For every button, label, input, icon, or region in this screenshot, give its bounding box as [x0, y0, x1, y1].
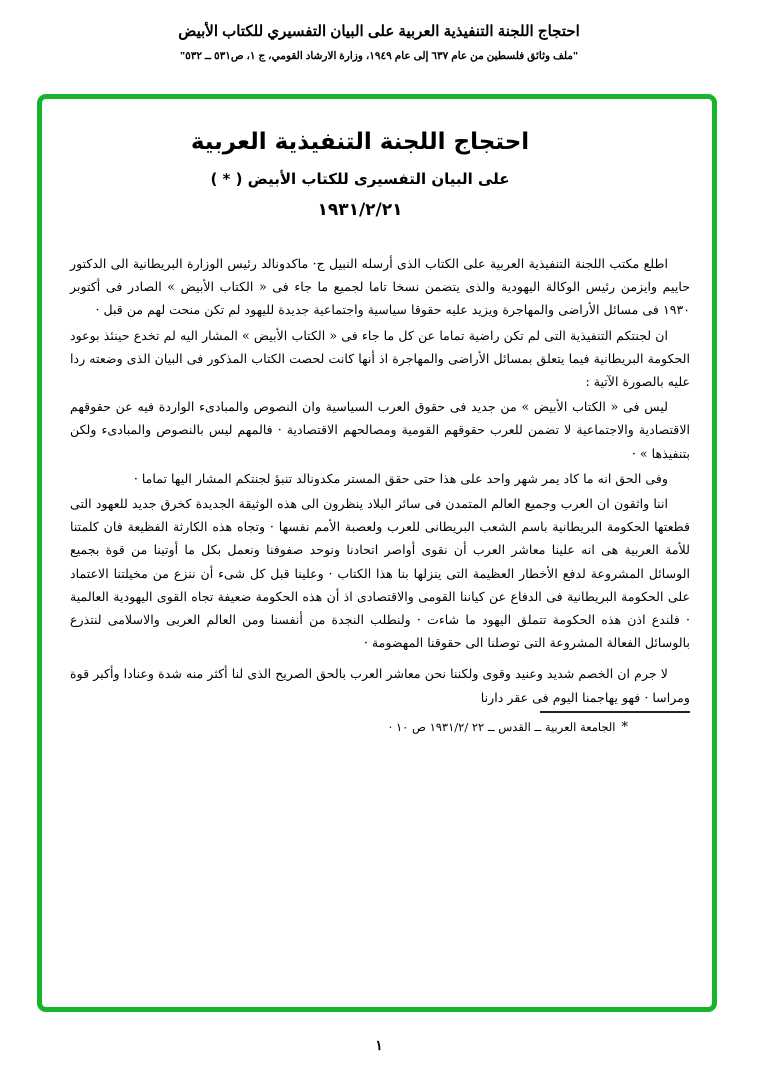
header-source-citation: "ملف وثائق فلسطين من عام ٦٣٧ إلى عام ١٩٤٩، وزارة الارشاد القومي، ج ١، ص٥٣١ ــ ٥٣٢": [180, 50, 578, 62]
paragraph-1: اطلع مكتب اللجنة التنفيذية العربية على الكتاب الذى أرسله النبيل ج· ماكدونالد رئيس الوزارة البريطانية الى الدكتور حاييم وايزمن رئيس الوكالة اليهودية والذى يتضمن نسخا تاما لجميع ما جاء فى « الكتاب الأبيض » الصادر فى أكتوبر ١٩٣٠ فى مسائل الأراضى والمهاجرة ويزيد عليه حقوقا سياسية واجتماعية جديدة لليهود لم تكن منحت لهم من قبل ·: [70, 256, 690, 318]
document-subtitle: على البيان التفسيرى للكتاب الأبيض ( * ): [210, 170, 510, 188]
footnote-rule: [540, 711, 690, 713]
paragraph-3-quote: ليس فى « الكتاب الأبيض » من جديد فى حقوق العرب السياسية وان النصوص والمبادىء الواردة فيه عن حقوقهم الاقتصادية والاجتماعية لا تضمن للعرب حقوقهم القومية ومصالحهم الاقتصادية · فالمهم ليس بالنصوص والمبادىء ولكن بتنفيذها » ·: [70, 399, 690, 461]
paragraph-5: اننا واثقون ان العرب وجميع العالم المتمدن فى سائر البلاد ينظرون الى هذه الوثيقة الجديدة كخرق جديد للعهود التى قطعتها الحكومة البريطانية باسم الشعب البريطانى للعرب ولعصبة الأمم نفسها · وتجاه هذه الكارثة الفظيعة فان كلمتنا للأمة العربية هى انه علينا معاشر العرب أن نقوى أواصر اتحادنا ونوحد صفوفنا ونعمل بكل ما أوتينا من قوة بجميع الوسائل المشروعة لدفع الأخطار العظيمة التى ينزلها بنا هذا الكتاب · وعلينا قبل كل شىء أن ننزع من مخيلتنا الاعتماد على الحكومة البريطانية فى الدفاع عن كياننا القومى والاقتصادى اذ أن هذه الحكومة ضعيفة تجاه القوى اليهودية العالمية · فلندع اذن هذه الحكومة تتملق اليهود ما شاءت · ولنطلب النجدة من أنفسنا ومن العالم العربى والاسلامى لنتذرع بالوسائل الفعالة المشروعة التى توصلنا الى حقوقنا المهضومة ·: [70, 496, 690, 651]
footnote: [70, 717, 690, 738]
page-header: [0, 22, 758, 64]
page-number: ١: [375, 1038, 383, 1054]
paragraph-4: وفى الحق انه ما كاد يمر شهر واحد على هذا حتى حقق المستر مكدونالد تنبؤ لجنتكم المشار اليها تماما ·: [133, 470, 668, 486]
asterisk-icon: *: [621, 719, 628, 735]
document-date: ١٩٣١/٢/٢١: [317, 200, 403, 220]
footnote-separator: [70, 711, 690, 717]
header-title: احتجاج اللجنة التنفيذية العربية على البيان التفسيري للكتاب الأبيض: [178, 23, 580, 40]
paragraph-2: ان لجنتكم التنفيذية التى لم تكن راضية تماما عن كل ما جاء فى « الكتاب الأبيض » المشار اليه لم تخدع حينئذ بوعود الحكومة البريطانية فيما يتعلق بمسائل الأراضى والمهاجرة اذ أنها كانت لحصت الكتاب المذكور فى البيان الذى وضعته ردا عليه بالصورة الآتية :: [70, 327, 690, 390]
paragraph-6: لا جرم ان الخصم شديد وعنيد وقوى ولكننا نحن معاشر العرب بالحق الصريح الذى لنا أكثر منه شدة وعنادا وأكبر قوة ومراسا · فهو يهاجمنا اليوم فى عقر دارنا: [70, 666, 690, 705]
document-title: احتجاج اللجنة التنفيذية العربية: [190, 129, 530, 155]
document-body: [70, 252, 690, 740]
footnote-text: الجامعة العربية ــ القدس ــ ٢٢ /١٩٣١/٢ ص ١٠ ·: [388, 719, 616, 734]
document-heading: [70, 125, 690, 223]
